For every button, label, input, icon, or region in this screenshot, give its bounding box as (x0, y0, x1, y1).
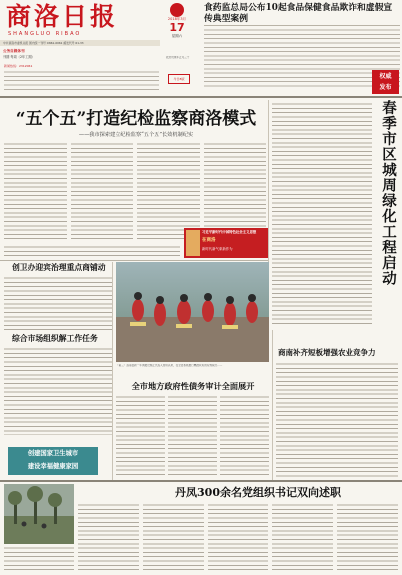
right-middle-headline: 商南补齐短板增强农业竞争力 (278, 348, 376, 357)
main-photo (116, 262, 269, 362)
bottom-photo-image (4, 484, 74, 544)
middle-headline: 全市地方政府性债务审计全面展开 (131, 381, 255, 391)
newspaper-emblem-icon (170, 3, 184, 17)
issue-info-strip (0, 40, 160, 46)
badge-line1: 权威 (379, 73, 392, 80)
hotline: 新闻热线：2312061 (4, 64, 33, 68)
date-year: 2018年3月 (167, 17, 187, 21)
hotline-strip (0, 48, 160, 62)
bottom-headline: 丹凤300余名党组织书记双向述职 (175, 486, 341, 499)
promo-line1: 创建国家卫生城市 (27, 450, 79, 457)
masthead-left-filler (4, 70, 159, 90)
left-body-2 (4, 347, 112, 435)
middle-body (116, 395, 269, 477)
banner-adjacent-body (4, 245, 180, 257)
banner-line3: 新时代新气象新作为 (202, 247, 233, 251)
health-city-promo (8, 447, 98, 475)
bottom-photo (4, 484, 74, 544)
date-block-details: 农历戊戌年正月三十 (166, 56, 190, 59)
masthead-title: 商洛日报 (6, 2, 119, 31)
date-block (164, 3, 190, 53)
banner-ad (184, 228, 268, 258)
banner-line1: 习近平新时代中国特色社会主义思想 (202, 230, 257, 234)
hotline-line2: 刊期 每周（2年工期） (3, 55, 35, 59)
lead-story-title: “五个五”打造纪检监察商洛模式 (15, 109, 257, 129)
promo-line2: 建设幸福健康家园 (27, 463, 79, 470)
authority-badge (372, 70, 399, 94)
left-headline-1: 创卫办迎宾治理重点商铺动 (12, 263, 106, 272)
badge-line2: 发布 (379, 84, 392, 91)
date-weekday: 星期六 (171, 34, 183, 38)
top-story-body (204, 28, 400, 88)
right-column-body (272, 102, 372, 324)
lead-story-body (4, 142, 266, 242)
left-body-1 (4, 276, 112, 330)
main-photo-image (116, 262, 269, 362)
right-middle-body (276, 362, 398, 478)
issue-stamp: 今日8版 (168, 74, 190, 84)
left-headline-2: 综合市场组织解工作任务 (12, 334, 98, 343)
banner-emblem-icon (186, 230, 200, 256)
bottom-body (78, 503, 398, 573)
top-story-lines (204, 28, 400, 88)
issue-info: 中共商洛市委机关报 国内统一刊号 CN61-0061 邮发代号 61-33 (3, 41, 84, 45)
date-day: 17 (169, 21, 185, 34)
hotline-line1: 公务自媒体刊 (3, 49, 25, 53)
masthead-pinyin: SHANGLUO RIBAO (8, 31, 82, 37)
bottom-photo-caption (4, 546, 74, 572)
right-vertical-headline: 春季市区城周绿化工程启动 (380, 100, 397, 286)
top-headline: 食药监总局公布10起食品保健食品欺诈和虚假宣传典型案例 (204, 3, 393, 24)
lead-story-subtitle: ——我市探索建立纪检监察“五个五”长效机制纪实 (78, 132, 194, 138)
photo-caption: （第三）洛南县新一年供暖设施正式投入使用以来，在全县积极推行精准扶贫的有效模式…… (116, 364, 223, 367)
banner-line2: 在商洛 (202, 238, 216, 243)
